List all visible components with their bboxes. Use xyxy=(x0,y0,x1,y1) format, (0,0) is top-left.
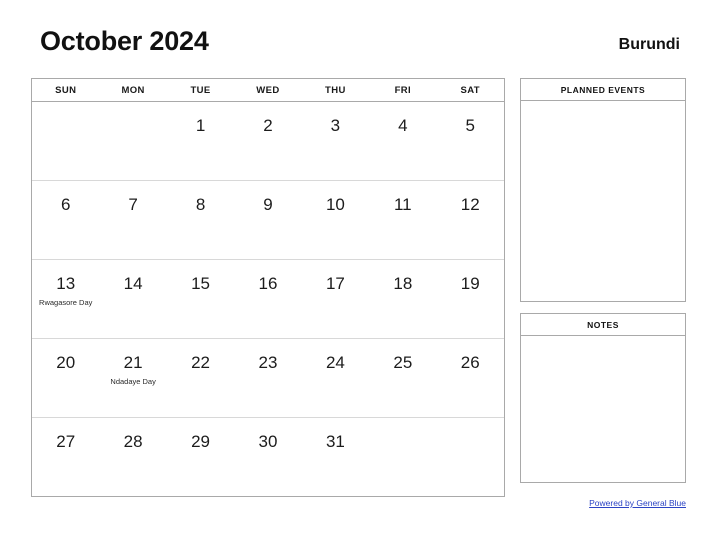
day-number: 27 xyxy=(56,432,76,451)
calendar-day-cell[interactable] xyxy=(302,260,369,338)
calendar-week-row xyxy=(32,260,504,339)
day-number: 1 xyxy=(195,116,206,135)
page-title: October 2024 xyxy=(40,26,209,56)
calendar-week-row xyxy=(32,181,504,260)
planned-events-title: PLANNED EVENTS xyxy=(521,79,685,101)
calendar-day-cell[interactable] xyxy=(32,260,99,338)
day-number: 9 xyxy=(263,195,273,214)
calendar-day-cell[interactable] xyxy=(437,418,504,496)
day-number: 18 xyxy=(393,274,413,293)
calendar-day-cell[interactable] xyxy=(234,260,301,338)
day-number: 12 xyxy=(460,195,480,214)
calendar-day-cell[interactable] xyxy=(167,260,234,338)
calendar-day-cell[interactable] xyxy=(99,339,166,417)
day-number: 31 xyxy=(325,432,345,451)
weekday-wed: WED xyxy=(256,85,280,96)
calendar-day-cell[interactable] xyxy=(369,339,436,417)
country-label: Burundi xyxy=(618,36,680,53)
day-number: 13 xyxy=(56,274,76,293)
calendar-day-cell[interactable] xyxy=(32,102,99,180)
calendar-week-row xyxy=(32,339,504,418)
day-number: 5 xyxy=(465,116,475,135)
calendar-day-cell[interactable] xyxy=(369,260,436,338)
calendar-day-cell[interactable] xyxy=(369,102,436,180)
day-number: 15 xyxy=(191,274,211,293)
day-number: 8 xyxy=(195,195,206,214)
day-number: 28 xyxy=(123,432,143,451)
day-number: 25 xyxy=(393,353,413,372)
calendar-day-cell[interactable] xyxy=(234,181,301,259)
weekday-thu: THU xyxy=(325,85,346,96)
calendar-day-cell[interactable] xyxy=(99,181,166,259)
day-number: 22 xyxy=(191,353,211,372)
day-number: 24 xyxy=(325,353,345,372)
notes-body[interactable] xyxy=(521,336,685,483)
day-number: 19 xyxy=(460,274,480,293)
calendar-day-cell[interactable] xyxy=(167,418,234,496)
weekday-fri: FRI xyxy=(394,85,412,96)
day-number: 21 xyxy=(123,353,143,372)
calendar-day-cell[interactable] xyxy=(234,102,301,180)
day-number: 3 xyxy=(330,116,341,135)
day-number: 11 xyxy=(393,195,412,214)
day-number: 30 xyxy=(258,432,278,451)
calendar-week-row xyxy=(32,418,504,496)
calendar-day-cell[interactable] xyxy=(302,339,369,417)
calendar-day-cell[interactable] xyxy=(32,339,99,417)
day-number: 17 xyxy=(325,274,345,293)
day-number: 29 xyxy=(191,432,211,451)
day-number: 14 xyxy=(123,274,143,293)
planned-events-panel xyxy=(520,78,686,302)
powered-by-link[interactable]: Powered by General Blue xyxy=(589,498,686,508)
page-header xyxy=(32,26,680,70)
calendar-day-cell[interactable] xyxy=(234,339,301,417)
calendar-day-cell[interactable] xyxy=(302,181,369,259)
day-number: 16 xyxy=(258,274,278,293)
day-number: 2 xyxy=(263,116,273,135)
calendar-day-cell[interactable] xyxy=(99,102,166,180)
calendar-day-cell[interactable] xyxy=(99,260,166,338)
day-number: 23 xyxy=(258,353,278,372)
calendar-day-cell[interactable] xyxy=(32,418,99,496)
calendar-day-cell[interactable] xyxy=(302,418,369,496)
day-event-label: Ndadaye Day xyxy=(110,377,156,386)
weekday-mon: MON xyxy=(121,85,145,96)
calendar-day-cell[interactable] xyxy=(167,102,234,180)
day-number: 26 xyxy=(460,353,480,372)
calendar-day-cell[interactable] xyxy=(369,418,436,496)
day-number: 20 xyxy=(56,353,76,372)
notes-title: NOTES xyxy=(521,314,685,336)
calendar-day-cell[interactable] xyxy=(167,181,234,259)
planned-events-body[interactable] xyxy=(521,101,685,302)
day-number: 7 xyxy=(128,195,138,214)
calendar-day-cell[interactable] xyxy=(167,339,234,417)
calendar-day-cell[interactable] xyxy=(437,260,504,338)
notes-panel xyxy=(520,313,686,483)
day-number: 6 xyxy=(60,195,71,214)
calendar-grid xyxy=(31,78,505,497)
calendar-week-row xyxy=(32,102,504,181)
day-number: 10 xyxy=(325,195,345,214)
weekday-sat: SAT xyxy=(460,85,480,96)
weekday-tue: TUE xyxy=(190,85,211,96)
weekday-header-row xyxy=(32,79,504,102)
calendar-day-cell[interactable] xyxy=(369,181,436,259)
calendar-day-cell[interactable] xyxy=(99,418,166,496)
calendar-day-cell[interactable] xyxy=(302,102,369,180)
calendar-day-cell[interactable] xyxy=(437,102,504,180)
day-event-label: Rwagasore Day xyxy=(39,298,93,307)
calendar-day-cell[interactable] xyxy=(437,181,504,259)
calendar-day-cell[interactable] xyxy=(32,181,99,259)
weekday-sun: SUN xyxy=(55,85,77,96)
calendar-day-cell[interactable] xyxy=(234,418,301,496)
calendar-day-cell[interactable] xyxy=(437,339,504,417)
day-number: 4 xyxy=(398,116,408,135)
